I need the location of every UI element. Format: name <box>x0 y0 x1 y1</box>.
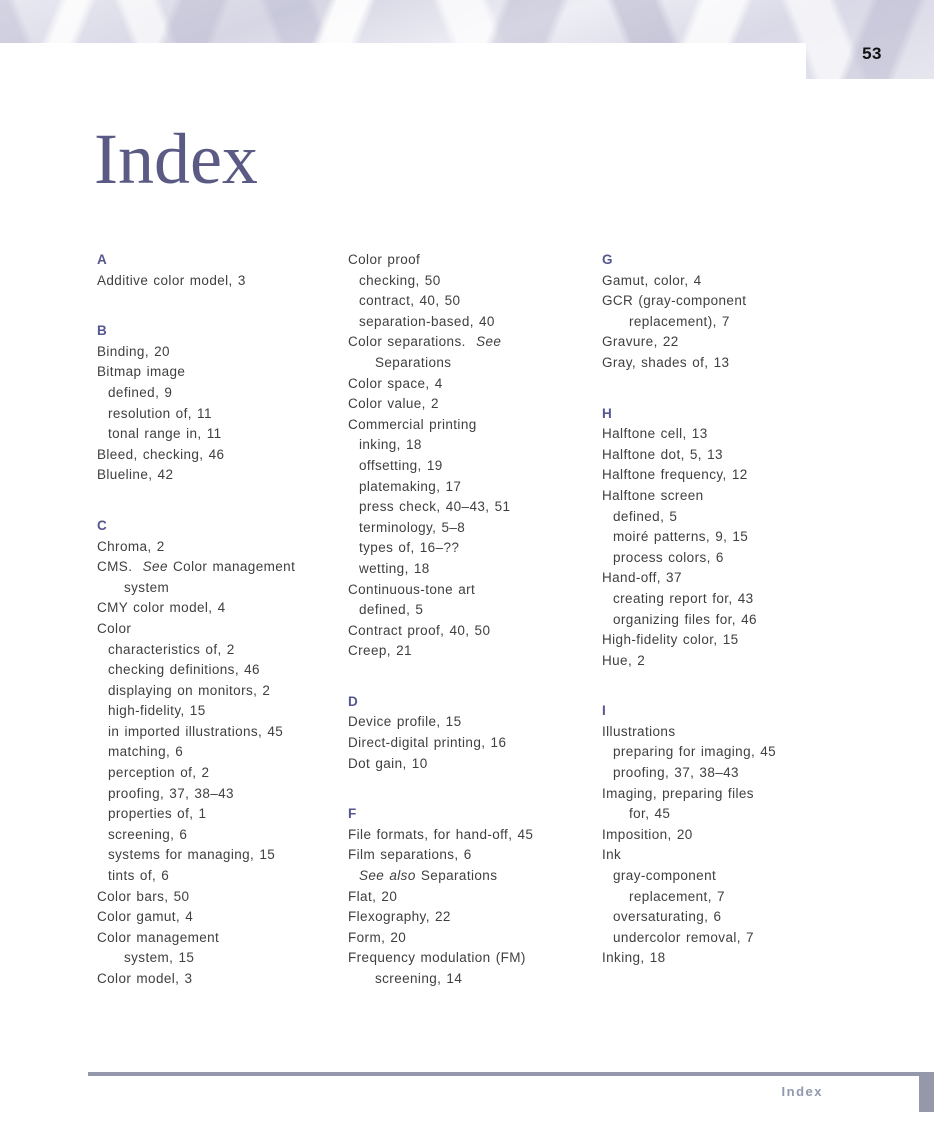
index-entry <box>602 907 934 928</box>
entry-text: Bleed, checking, 46 <box>97 446 225 462</box>
index-entry <box>602 507 934 528</box>
index-entry <box>97 681 348 702</box>
entry-text: Hand-off, 37 <box>602 570 682 586</box>
entry-text: Gravure, 22 <box>602 334 679 350</box>
index-entry <box>97 598 348 619</box>
entry-text: proofing, 37, 38–43 <box>613 765 739 781</box>
entry-text: Device profile, 15 <box>348 714 462 730</box>
index-column-2 <box>348 250 602 990</box>
index-entry <box>602 312 934 333</box>
entry-text: Color gamut, 4 <box>97 909 194 925</box>
index-entry <box>97 825 348 846</box>
index-entry <box>602 589 934 610</box>
entry-text: gray-component <box>613 868 717 884</box>
entry-text: Color <box>97 620 132 636</box>
index-entry <box>348 435 602 456</box>
entry-text: Commercial printing <box>348 416 477 432</box>
index-entry <box>348 312 602 333</box>
entry-text: Color space, 4 <box>348 375 443 391</box>
index-entry <box>602 424 934 445</box>
index-entry <box>348 641 602 662</box>
header-texture-mask <box>0 43 806 79</box>
index-entry <box>602 651 934 672</box>
entry-text: Halftone screen <box>602 487 704 503</box>
index-entry <box>348 845 602 866</box>
index-entry <box>348 559 602 580</box>
index-entry <box>97 701 348 722</box>
index-entry <box>602 271 934 292</box>
entry-text: in imported illustrations, 45 <box>108 723 284 739</box>
section-letter-a: A <box>97 252 108 267</box>
entry-text: Illustrations <box>602 723 676 739</box>
entry-text: platemaking, 17 <box>359 478 462 494</box>
entry-text: File formats, for hand-off, 45 <box>348 826 534 842</box>
entry-text: Ink <box>602 847 622 863</box>
index-entry <box>348 250 602 271</box>
index-entry <box>97 271 348 292</box>
index-entry <box>97 907 348 928</box>
section-letter-b: B <box>97 323 108 339</box>
index-entry <box>348 928 602 949</box>
entry-text: Additive color model, 3 <box>97 272 246 288</box>
index-entry <box>97 465 348 486</box>
entry-text: Inking, 18 <box>602 950 666 966</box>
index-entry <box>348 394 602 415</box>
index-entry <box>97 342 348 363</box>
index-entry <box>348 497 602 518</box>
entry-text: Contract proof, 40, 50 <box>348 622 491 638</box>
entry-text: for, 45 <box>629 806 671 822</box>
entry-text: Film separations, 6 <box>348 847 472 863</box>
index-entry <box>602 928 934 949</box>
entry-text: Flat, 20 <box>348 888 398 904</box>
index-entry <box>348 948 602 969</box>
index-entry <box>348 969 602 990</box>
index-entry <box>97 969 348 990</box>
entry-text: offsetting, 19 <box>359 457 443 473</box>
section-letter-f: F <box>348 806 357 822</box>
entry-text: Frequency modulation (FM) <box>348 950 526 966</box>
section-letter-g: G <box>602 252 613 267</box>
entry-text: checking definitions, 46 <box>108 662 260 678</box>
entry-text: High-fidelity color, 15 <box>602 632 739 648</box>
entry-text: organizing files for, 46 <box>613 611 757 627</box>
index-column-1 <box>97 250 348 990</box>
entry-text: contract, 40, 50 <box>359 293 461 309</box>
index-column-3 <box>602 250 934 990</box>
entry-text: moiré patterns, 9, 15 <box>613 529 749 545</box>
entry-text: high-fidelity, 15 <box>108 703 206 719</box>
entry-text: Continuous-tone art <box>348 581 476 597</box>
index-entry <box>97 640 348 661</box>
index-entry <box>348 538 602 559</box>
index-entry <box>602 445 934 466</box>
page-title: Index <box>94 119 258 199</box>
entry-text: replacement), 7 <box>629 313 730 329</box>
index-entry <box>602 548 934 569</box>
index-entry <box>602 610 934 631</box>
index-entry <box>97 928 348 949</box>
entry-text: screening, 6 <box>108 826 188 842</box>
index-entry <box>602 486 934 507</box>
index-entry <box>97 537 348 558</box>
index-entry <box>97 763 348 784</box>
cross-reference-text: See <box>142 559 174 575</box>
index-entry <box>97 948 348 969</box>
entry-text: Color management <box>173 559 296 575</box>
entry-text: GCR (gray-component <box>602 293 747 309</box>
index-entry <box>348 907 602 928</box>
page-number: 53 <box>862 44 882 63</box>
entry-text: CMY color model, 4 <box>97 600 226 616</box>
index-entry <box>602 948 934 969</box>
entry-text: Halftone cell, 13 <box>602 426 708 442</box>
entry-text: inking, 18 <box>359 437 422 453</box>
entry-text: resolution of, 11 <box>108 405 212 421</box>
index-entry <box>602 784 934 805</box>
entry-text: tonal range in, 11 <box>108 426 222 442</box>
entry-text: defined, 5 <box>613 508 678 524</box>
entry-text: characteristics of, 2 <box>108 641 235 657</box>
index-entry <box>348 866 602 887</box>
entry-text: perception of, 2 <box>108 765 210 781</box>
index-entry <box>602 742 934 763</box>
entry-text: Color proof <box>348 252 421 267</box>
entry-text: Color value, 2 <box>348 396 439 412</box>
entry-text: Color bars, 50 <box>97 888 190 904</box>
index-entry <box>97 619 348 640</box>
entry-text: replacement, 7 <box>629 888 725 904</box>
entry-text: Direct-digital printing, 16 <box>348 735 507 751</box>
index-entry <box>97 424 348 445</box>
index-entry <box>602 866 934 887</box>
index-entry <box>97 383 348 404</box>
index-entry <box>97 578 348 599</box>
index-entry <box>602 763 934 784</box>
entry-text: Creep, 21 <box>348 643 412 659</box>
entry-text: properties of, 1 <box>108 806 207 822</box>
entry-text: Dot gain, 10 <box>348 755 428 771</box>
entry-text: preparing for imaging, 45 <box>613 744 777 760</box>
index-columns <box>0 250 934 990</box>
index-entry <box>348 353 602 374</box>
entry-text: Imaging, preparing files <box>602 785 754 801</box>
entry-text: creating report for, 43 <box>613 590 754 606</box>
entry-text: Bitmap image <box>97 364 186 380</box>
index-entry <box>348 887 602 908</box>
entry-text: tints of, 6 <box>108 868 170 884</box>
index-entry <box>348 374 602 395</box>
entry-text: Separations <box>420 868 498 884</box>
index-entry <box>348 477 602 498</box>
index-entry <box>602 332 934 353</box>
index-entry <box>602 887 934 908</box>
entry-text: Gamut, color, 4 <box>602 272 702 288</box>
section-letter-c: C <box>97 517 108 533</box>
entry-text: oversaturating, 6 <box>613 909 722 925</box>
entry-text: Color separations. <box>348 334 477 350</box>
index-entry <box>348 415 602 436</box>
entry-text: types of, 16–?? <box>359 540 460 556</box>
index-entry <box>348 518 602 539</box>
entry-text: displaying on monitors, 2 <box>108 682 271 698</box>
index-entry <box>97 804 348 825</box>
index-entry <box>602 630 934 651</box>
index-entry <box>602 845 934 866</box>
index-entry <box>602 722 934 743</box>
entry-text: Color model, 3 <box>97 971 193 986</box>
index-entry <box>97 866 348 887</box>
index-entry <box>348 754 602 775</box>
entry-text: defined, 5 <box>359 602 424 618</box>
entry-text: Imposition, 20 <box>602 826 693 842</box>
entry-text: checking, 50 <box>359 272 441 288</box>
index-entry <box>602 465 934 486</box>
entry-text: process colors, 6 <box>613 549 724 565</box>
index-entry <box>602 527 934 548</box>
index-entry <box>602 291 934 312</box>
index-entry <box>97 404 348 425</box>
index-entry <box>348 580 602 601</box>
footer-rule <box>88 1072 934 1076</box>
index-entry <box>97 845 348 866</box>
footer-tab <box>919 1072 934 1112</box>
index-entry <box>97 557 348 578</box>
entry-text: systems for managing, 15 <box>108 847 276 863</box>
entry-text: terminology, 5–8 <box>359 519 466 535</box>
cross-reference-text: See also <box>359 868 421 884</box>
index-entry <box>602 804 934 825</box>
entry-text: undercolor removal, 7 <box>613 929 754 945</box>
index-entry <box>97 887 348 908</box>
index-entry <box>348 825 602 846</box>
index-entry <box>97 742 348 763</box>
index-entry <box>348 291 602 312</box>
entry-text: matching, 6 <box>108 744 184 760</box>
entry-text: wetting, 18 <box>359 560 430 576</box>
index-entry <box>348 733 602 754</box>
index-entry <box>97 445 348 466</box>
entry-text: Binding, 20 <box>97 343 170 359</box>
index-entry <box>97 362 348 383</box>
entry-text: Hue, 2 <box>602 652 646 668</box>
entry-text: system <box>124 579 170 595</box>
index-entry <box>348 271 602 292</box>
index-entry <box>348 621 602 642</box>
entry-text: Halftone dot, 5, 13 <box>602 446 723 462</box>
index-entry <box>602 568 934 589</box>
entry-text: CMS. <box>97 559 143 575</box>
entry-text: Halftone frequency, 12 <box>602 467 748 483</box>
entry-text: proofing, 37, 38–43 <box>108 785 234 801</box>
footer-label: Index <box>781 1084 823 1099</box>
cross-reference-text: See <box>476 334 502 350</box>
index-entry <box>348 600 602 621</box>
entry-text: Gray, shades of, 13 <box>602 354 730 370</box>
entry-text: Chroma, 2 <box>97 538 165 554</box>
index-entry <box>348 332 602 353</box>
entry-text: Blueline, 42 <box>97 467 174 483</box>
index-entry <box>348 712 602 733</box>
index-entry <box>348 456 602 477</box>
entry-text: system, 15 <box>124 950 195 966</box>
index-entry <box>97 660 348 681</box>
entry-text: Color management <box>97 929 220 945</box>
index-entry <box>602 353 934 374</box>
entry-text: Form, 20 <box>348 929 407 945</box>
index-entry <box>602 825 934 846</box>
index-entry <box>97 722 348 743</box>
entry-text: separation-based, 40 <box>359 313 495 329</box>
entry-text: defined, 9 <box>108 384 173 400</box>
entry-text: Separations <box>375 354 452 370</box>
entry-text: press check, 40–43, 51 <box>359 499 511 515</box>
entry-text: screening, 14 <box>375 971 463 986</box>
index-entry <box>97 784 348 805</box>
section-letter-h: H <box>602 405 613 421</box>
section-letter-d: D <box>348 693 359 709</box>
section-letter-i: I <box>602 703 607 719</box>
entry-text: Flexography, 22 <box>348 909 451 925</box>
